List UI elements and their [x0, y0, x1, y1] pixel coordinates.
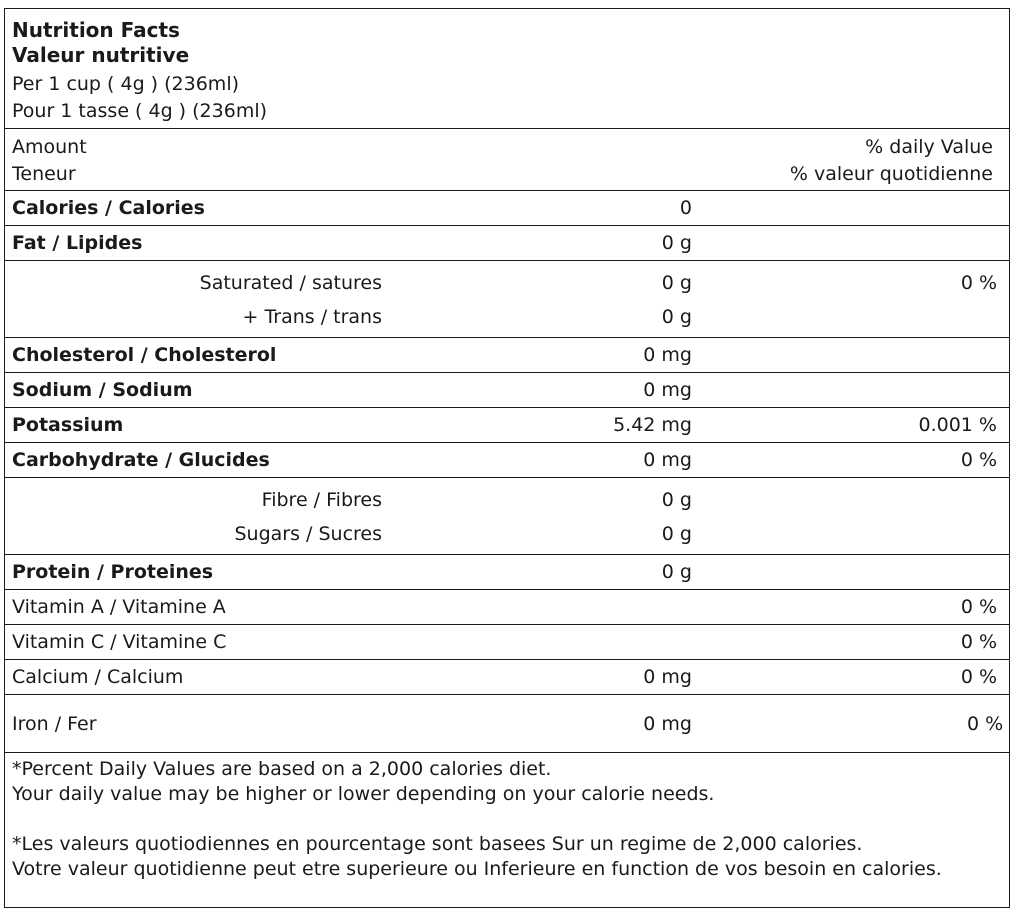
nutrient-daily-value: 0 %: [967, 712, 1004, 735]
nutrient-amount: 0 mg: [643, 712, 692, 735]
serving-size-french: Pour 1 tasse ( 4g ) (236ml): [12, 100, 268, 122]
nutrient-amount: 0 mg: [643, 449, 692, 471]
daily-value-label-french: % valeur quotidienne: [789, 163, 993, 185]
nutrient-row-saturated: [5, 266, 1009, 300]
nutrient-name: Fibre / Fibres: [261, 489, 382, 511]
fat-breakdown-group: [5, 261, 1009, 338]
nutrient-amount: 0: [679, 197, 692, 219]
nutrient-name: Sodium / Sodium: [12, 379, 193, 401]
footnote-french-line-1: *Les valeurs quotiodiennes en pourcentage sont basees Sur un regime de 2,000 calories.: [12, 833, 863, 855]
amount-column-header: [12, 134, 87, 190]
nutrient-row-potassium: [5, 408, 1009, 443]
nutrient-daily-value: 0 %: [960, 666, 997, 688]
footnote-english-line-2: Your daily value may be higher or lower depending on your calorie needs.: [12, 783, 715, 805]
nutrient-amount: 0 g: [661, 489, 692, 511]
nutrient-row-trans: [5, 300, 1009, 334]
title-english: Nutrition Facts: [12, 18, 180, 42]
carbohydrate-breakdown-group: [5, 478, 1009, 555]
nutrient-name: Fat / Lipides: [12, 232, 143, 254]
nutrient-amount: 0 g: [661, 561, 692, 583]
label-header: [5, 9, 1009, 129]
nutrient-daily-value: 0 %: [960, 631, 997, 653]
nutrient-row-vitamin-c: [5, 625, 1009, 660]
nutrient-daily-value: 0 %: [960, 449, 997, 471]
column-headers: [5, 129, 1009, 191]
nutrient-row-vitamin-a: [5, 590, 1009, 625]
nutrient-daily-value: 0 %: [960, 596, 997, 618]
daily-value-column-header: [790, 134, 993, 190]
nutrient-name: Vitamin A / Vitamine A: [12, 596, 226, 618]
nutrient-row-fibre: [5, 483, 1009, 517]
nutrient-name: Calcium / Calcium: [12, 666, 184, 688]
footnote-french: [12, 832, 1002, 882]
footnote-french-line-2: Votre valeur quotidienne peut etre superieure ou Inferieure en function de vos besoin en calories.: [12, 858, 942, 880]
footnote: [5, 753, 1009, 882]
nutrient-row-calcium: [5, 660, 1009, 695]
serving-size: [12, 71, 1002, 125]
amount-label-english: Amount: [12, 136, 87, 158]
nutrient-row-iron: [5, 695, 1009, 753]
daily-value-label-english: % daily Value: [865, 136, 993, 158]
nutrition-facts-label: [4, 8, 1010, 908]
serving-size-english: Per 1 cup ( 4g ) (236ml): [12, 73, 240, 95]
nutrient-name: Carbohydrate / Glucides: [12, 449, 270, 471]
nutrient-amount: 0 mg: [643, 379, 692, 401]
nutrient-row-carbohydrate: [5, 443, 1009, 478]
nutrient-amount: 0 g: [661, 306, 692, 328]
footnote-english-line-1: *Percent Daily Values are based on a 2,000 calories diet.: [12, 758, 552, 780]
nutrient-name: + Trans / trans: [242, 306, 382, 328]
footnote-english: [12, 757, 1002, 807]
nutrient-name: Protein / Proteines: [12, 561, 214, 583]
nutrient-amount: 0 g: [661, 523, 692, 545]
nutrient-name: Iron / Fer: [12, 712, 97, 735]
nutrient-row-protein: [5, 555, 1009, 590]
nutrient-row-fat: [5, 226, 1009, 261]
nutrient-daily-value: 0.001 %: [918, 414, 997, 436]
nutrient-row-sugars: [5, 517, 1009, 551]
nutrient-amount: 5.42 mg: [613, 414, 692, 436]
nutrient-name: Cholesterol / Cholesterol: [12, 344, 277, 366]
nutrient-name: Potassium: [12, 414, 124, 436]
nutrient-daily-value: 0 %: [960, 272, 997, 294]
nutrient-amount: 0 mg: [643, 344, 692, 366]
nutrient-row-cholesterol: [5, 338, 1009, 373]
nutrient-name: Vitamin C / Vitamine C: [12, 631, 227, 653]
nutrient-amount: 0 mg: [643, 666, 692, 688]
nutrient-amount: 0 g: [661, 232, 692, 254]
nutrient-name: Calories / Calories: [12, 197, 205, 219]
amount-label-french: Teneur: [12, 163, 76, 185]
nutrient-row-calories: [5, 191, 1009, 226]
nutrient-row-sodium: [5, 373, 1009, 408]
nutrient-name: Saturated / satures: [199, 272, 382, 294]
nutrient-amount: 0 g: [661, 272, 692, 294]
title-french: Valeur nutritive: [12, 43, 190, 67]
nutrient-name: Sugars / Sucres: [234, 523, 382, 545]
